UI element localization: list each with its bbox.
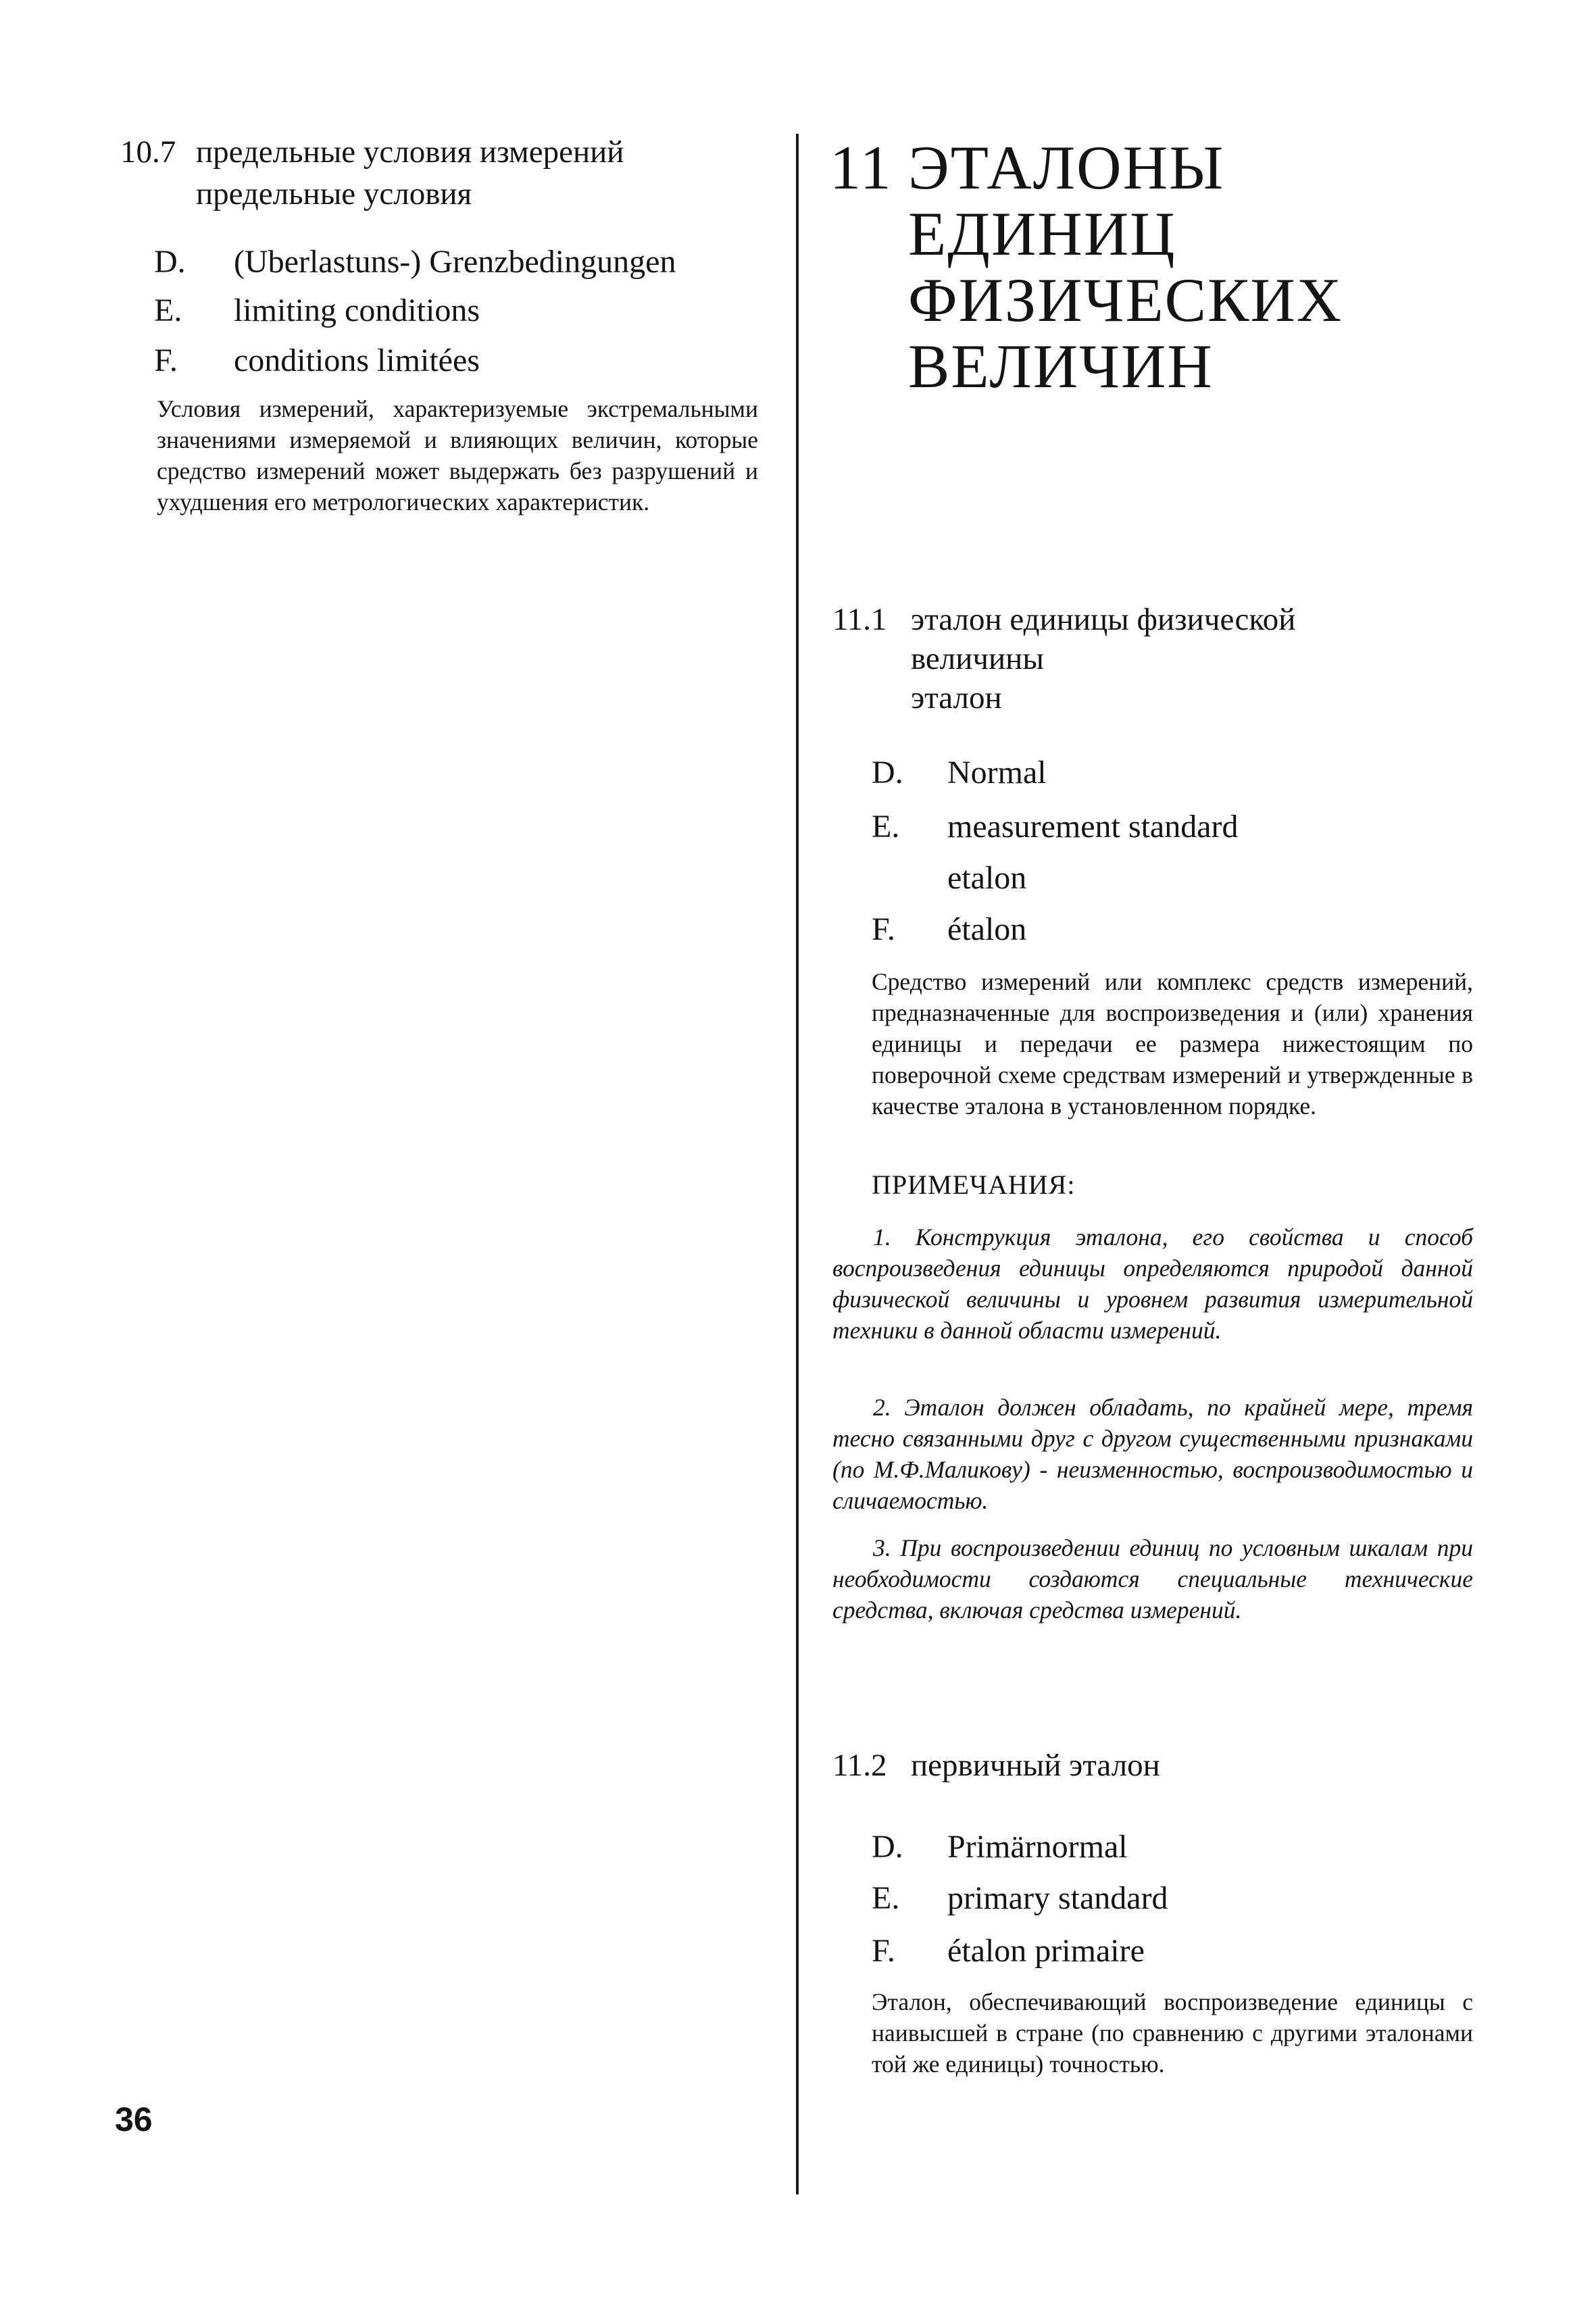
term-11-2-heading — [832, 1746, 1441, 1786]
term-number: 11.2 — [832, 1748, 887, 1783]
section-title-line: ЕДИНИЦ — [908, 199, 1176, 268]
term-10-7-definition: Условия измерений, характеризуемые экстремальными значениями измеряемой и влияющих величин, которые средство измерений может выдержать без разрушений и ухудшения его метрологических характеристик. — [157, 395, 758, 515]
term-11-1-definition: Средство измерений или комплекс средств измерений, предназначенные для воспроизведения и (или) хранения единицы и передачи ее размера нижестоящим по поверочной схеме средствам измерений и утвержденные в качестве эталона в установленном порядке. — [872, 968, 1473, 1120]
term-name: предельные условия измерений — [196, 134, 624, 170]
term-name: эталон единицы физической — [911, 602, 1296, 637]
section-number: 11 — [830, 133, 893, 202]
note-1: 1. Конструкция эталона, его свойства и способ воспроизведения единицы определяются природой данной физической величины и уровнем развития измерительной техники в данной области измерений. — [832, 1224, 1473, 1344]
section-title-line: ВЕЛИЧИН — [908, 332, 1214, 401]
term-number: 10.7 — [120, 134, 176, 170]
section-title — [830, 134, 1438, 404]
term-11-2-definition: Эталон, обеспечивающий воспроизведение единицы с наивысшей в стране (по сравнению с другими эталонами той же единицы) точностью. — [872, 1988, 1473, 2078]
notes-heading: ПРИМЕЧАНИЯ: — [872, 1169, 1076, 1200]
term-number: 11.1 — [832, 602, 887, 637]
note-3: 3. При воспроизведении единиц по условным шкалам при необходимости создаются специальные технические средства, включая средства измерений. — [832, 1534, 1473, 1624]
note-2: 2. Эталон должен обладать, по крайней мере, тремя тесно связанными друг с другом существенными признаками (по М.Ф.Маликову) - неизменностью, воспроизводимостью и сличаемостью. — [832, 1394, 1473, 1514]
term-11-1-heading — [832, 600, 1441, 722]
term-10-7-heading — [120, 132, 769, 213]
section-title-line: ФИЗИЧЕСКИХ — [908, 266, 1343, 334]
term-synonym: эталон — [911, 680, 1002, 715]
term-name-cont: величины — [911, 641, 1044, 676]
page-number: 36 — [115, 2101, 153, 2138]
term-name: первичный эталон — [911, 1748, 1160, 1783]
column-divider — [796, 134, 799, 2194]
section-title-line: ЭТАЛОНЫ — [908, 133, 1225, 202]
term-synonym: предельные условия — [196, 176, 472, 211]
